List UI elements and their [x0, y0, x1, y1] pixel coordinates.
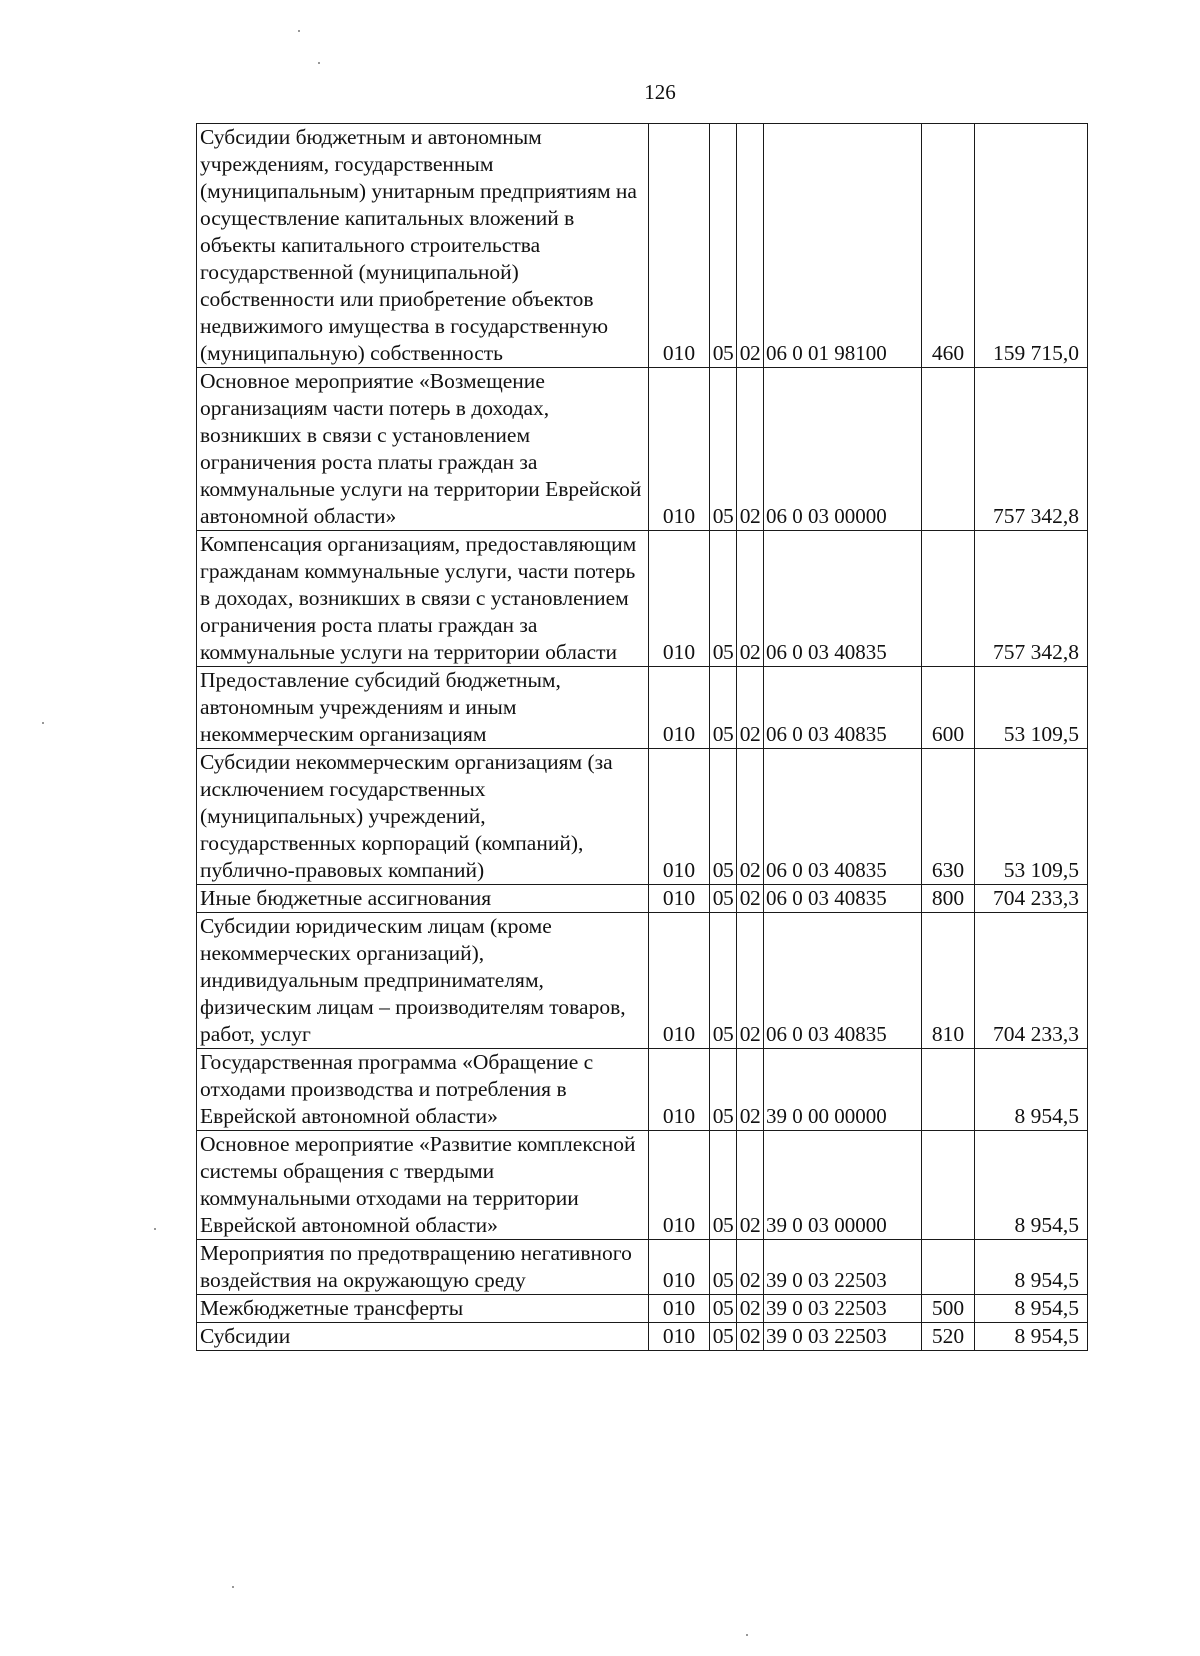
- subsection-code: 02: [737, 1131, 764, 1240]
- target-article-code: 06 0 03 40835: [764, 913, 922, 1049]
- row-name: Иные бюджетные ассигнования: [197, 885, 649, 913]
- expense-type-code: [922, 1131, 975, 1240]
- target-article-code: 06 0 03 00000: [764, 368, 922, 531]
- amount: 8 954,5: [975, 1049, 1088, 1131]
- expense-type-code: 600: [922, 667, 975, 749]
- admin-code: 010: [649, 1131, 710, 1240]
- admin-code: 010: [649, 531, 710, 667]
- amount: 704 233,3: [975, 913, 1088, 1049]
- table-row: [197, 913, 1088, 1049]
- admin-code: 010: [649, 368, 710, 531]
- target-article-code: 06 0 03 40835: [764, 531, 922, 667]
- row-name: Субсидии бюджетным и автономным учреждениям, государственным (муниципальным) унитарным предприятиям на осуществление капитальных вложений в объекты капитального строительства государственной (муниципальной) собственности или приобретение объектов недвижимого имущества в государственную (муниципальную) собственность: [197, 124, 649, 368]
- amount: 704 233,3: [975, 885, 1088, 913]
- row-name: Субсидии некоммерческим организациям (за исключением государственных (муниципальных) учреждений, государственных корпораций (компаний), публично-правовых компаний): [197, 749, 649, 885]
- scan-speck: [318, 62, 320, 64]
- subsection-code: 02: [737, 749, 764, 885]
- amount: 757 342,8: [975, 531, 1088, 667]
- admin-code: 010: [649, 1240, 710, 1295]
- section-code: 05: [710, 749, 737, 885]
- admin-code: 010: [649, 667, 710, 749]
- scan-speck: [746, 1634, 748, 1636]
- row-name: Предоставление субсидий бюджетным, автономным учреждениям и иным некоммерческим организациям: [197, 667, 649, 749]
- expense-type-code: [922, 531, 975, 667]
- target-article-code: 39 0 03 22503: [764, 1240, 922, 1295]
- subsection-code: 02: [737, 1049, 764, 1131]
- expense-type-code: [922, 1049, 975, 1131]
- subsection-code: 02: [737, 1240, 764, 1295]
- section-code: 05: [710, 124, 737, 368]
- row-name: Мероприятия по предотвращению негативного воздействия на окружающую среду: [197, 1240, 649, 1295]
- admin-code: 010: [649, 1295, 710, 1323]
- table-row: [197, 885, 1088, 913]
- table-row: [197, 667, 1088, 749]
- table-row: [197, 749, 1088, 885]
- target-article-code: 06 0 03 40835: [764, 885, 922, 913]
- amount: 53 109,5: [975, 667, 1088, 749]
- target-article-code: 06 0 03 40835: [764, 749, 922, 885]
- table-row: [197, 1323, 1088, 1351]
- target-article-code: 06 0 01 98100: [764, 124, 922, 368]
- expense-type-code: 520: [922, 1323, 975, 1351]
- row-name: Субсидии: [197, 1323, 649, 1351]
- section-code: 05: [710, 368, 737, 531]
- target-article-code: 39 0 03 22503: [764, 1323, 922, 1351]
- section-code: 05: [710, 1323, 737, 1351]
- scan-speck: [232, 1586, 234, 1588]
- table-row: [197, 368, 1088, 531]
- scan-speck: [42, 722, 44, 724]
- admin-code: 010: [649, 913, 710, 1049]
- subsection-code: 02: [737, 1295, 764, 1323]
- section-code: 05: [710, 1240, 737, 1295]
- budget-table-body: [197, 124, 1088, 1351]
- row-name: Субсидии юридическим лицам (кроме некоммерческих организаций), индивидуальным предпринимателям, физическим лицам – производителям товаров, работ, услуг: [197, 913, 649, 1049]
- amount: 53 109,5: [975, 749, 1088, 885]
- expense-type-code: 810: [922, 913, 975, 1049]
- admin-code: 010: [649, 1323, 710, 1351]
- section-code: 05: [710, 913, 737, 1049]
- admin-code: 010: [649, 1049, 710, 1131]
- subsection-code: 02: [737, 667, 764, 749]
- subsection-code: 02: [737, 531, 764, 667]
- scan-speck: [154, 1228, 156, 1230]
- amount: 8 954,5: [975, 1295, 1088, 1323]
- section-code: 05: [710, 885, 737, 913]
- table-row: [197, 531, 1088, 667]
- section-code: 05: [710, 531, 737, 667]
- table-row: [197, 1240, 1088, 1295]
- table-row: [197, 1131, 1088, 1240]
- subsection-code: 02: [737, 885, 764, 913]
- target-article-code: 39 0 00 00000: [764, 1049, 922, 1131]
- table-row: [197, 1049, 1088, 1131]
- table-row: [197, 1295, 1088, 1323]
- admin-code: 010: [649, 885, 710, 913]
- expense-type-code: 500: [922, 1295, 975, 1323]
- scan-speck: [298, 30, 300, 32]
- budget-table: [196, 123, 1088, 1351]
- target-article-code: 39 0 03 22503: [764, 1295, 922, 1323]
- admin-code: 010: [649, 124, 710, 368]
- section-code: 05: [710, 1295, 737, 1323]
- expense-type-code: 630: [922, 749, 975, 885]
- subsection-code: 02: [737, 1323, 764, 1351]
- section-code: 05: [710, 667, 737, 749]
- amount: 8 954,5: [975, 1131, 1088, 1240]
- subsection-code: 02: [737, 913, 764, 1049]
- target-article-code: 39 0 03 00000: [764, 1131, 922, 1240]
- subsection-code: 02: [737, 368, 764, 531]
- section-code: 05: [710, 1131, 737, 1240]
- row-name: Государственная программа «Обращение с отходами производства и потребления в Еврейской автономной области»: [197, 1049, 649, 1131]
- expense-type-code: 460: [922, 124, 975, 368]
- row-name: Основное мероприятие «Развитие комплексной системы обращения с твердыми коммунальными отходами на территории Еврейской автономной области»: [197, 1131, 649, 1240]
- row-name: Основное мероприятие «Возмещение организациям части потерь в доходах, возникших в связи с установлением ограничения роста платы граждан за коммунальные услуги на территории Еврейской автономной области»: [197, 368, 649, 531]
- table-row: [197, 124, 1088, 368]
- row-name: Межбюджетные трансферты: [197, 1295, 649, 1323]
- amount: 159 715,0: [975, 124, 1088, 368]
- subsection-code: 02: [737, 124, 764, 368]
- section-code: 05: [710, 1049, 737, 1131]
- expense-type-code: 800: [922, 885, 975, 913]
- expense-type-code: [922, 368, 975, 531]
- expense-type-code: [922, 1240, 975, 1295]
- row-name: Компенсация организациям, предоставляющим гражданам коммунальные услуги, части потерь в доходах, возникших в связи с установлением ограничения роста платы граждан за коммунальные услуги на территории области: [197, 531, 649, 667]
- amount: 8 954,5: [975, 1323, 1088, 1351]
- admin-code: 010: [649, 749, 710, 885]
- amount: 8 954,5: [975, 1240, 1088, 1295]
- amount: 757 342,8: [975, 368, 1088, 531]
- page-number: 126: [644, 80, 676, 104]
- target-article-code: 06 0 03 40835: [764, 667, 922, 749]
